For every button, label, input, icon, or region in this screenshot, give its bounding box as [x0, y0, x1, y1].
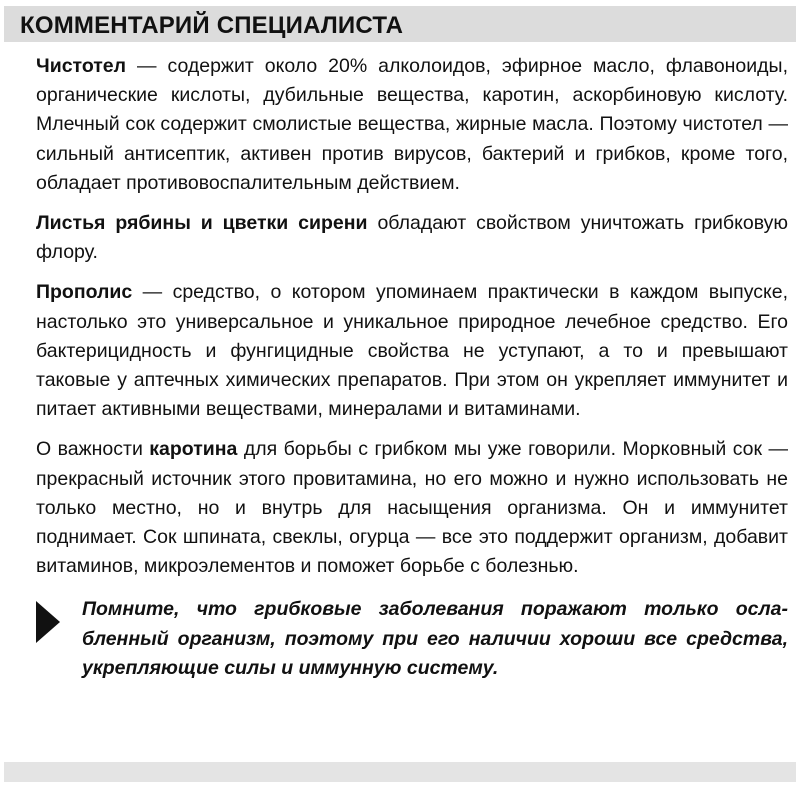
paragraph-intro: О важности	[36, 438, 150, 461]
triangle-right-icon	[36, 601, 60, 643]
paragraph-text: обладают свойством уничтожать грибковую флору.	[36, 212, 789, 264]
paragraph-text: для борьбы с грибком мы уже говорили. Морковный сок — прекрасный источник этого провитамина, но его можно и нужно использовать не только местно, но и внутрь для насыщения организма. Он и иммунитет поднимает. Сок шпината, свеклы, огурца — все это поддержит организм, добавит витаминов, микроэлементов и поможет борьбе с болезнью.	[36, 438, 788, 578]
page-title: КОММЕНТАРИЙ СПЕЦИАЛИСТА	[20, 12, 404, 39]
paragraph-lead: Чистотел	[36, 55, 127, 77]
paragraph-carotene	[36, 435, 788, 581]
note-text: Помните, что грибковые заболевания поражают только ослабленный организм, поэтому при его наличии хороши все средства, укрепляющие силы и иммунную систему.	[82, 598, 788, 679]
note-callout	[36, 595, 788, 683]
paragraph-text: — средство, о котором упоминаем практически в каждом выпуске, настолько это универсальное и уникальное природное лечебное средство. Его бактерицидность и фунгицидные свойства не уступают, а то и превышают таковые у аптечных химических препаратов. При этом он укрепляет иммунитет и питает активными веществами, минералами и витаминами.	[36, 281, 788, 421]
paragraph-lead: Листья рябины и цветки сирени	[36, 212, 368, 235]
paragraph-text: — содержит около 20% алколоидов, эфирное масло, флавоноиды, органические кислоты, дубильные вещества, каротин, аскорбиновую кислоту. Млечный сок содержит смолистые вещества, жирные масла. Поэтому чистотел — сильный антисептик, активен против вирусов, бактерий и грибков, кроме того, обладает противовоспалительным действием.	[36, 55, 788, 194]
paragraph-rowan-lilac	[36, 209, 788, 267]
paragraph-lead: Прополис	[36, 281, 133, 304]
footer-band	[4, 762, 796, 782]
paragraph-lead: каротина	[149, 438, 238, 461]
paragraph-celandine	[36, 52, 788, 198]
article-body	[36, 52, 788, 683]
paragraph-propolis	[36, 278, 788, 424]
